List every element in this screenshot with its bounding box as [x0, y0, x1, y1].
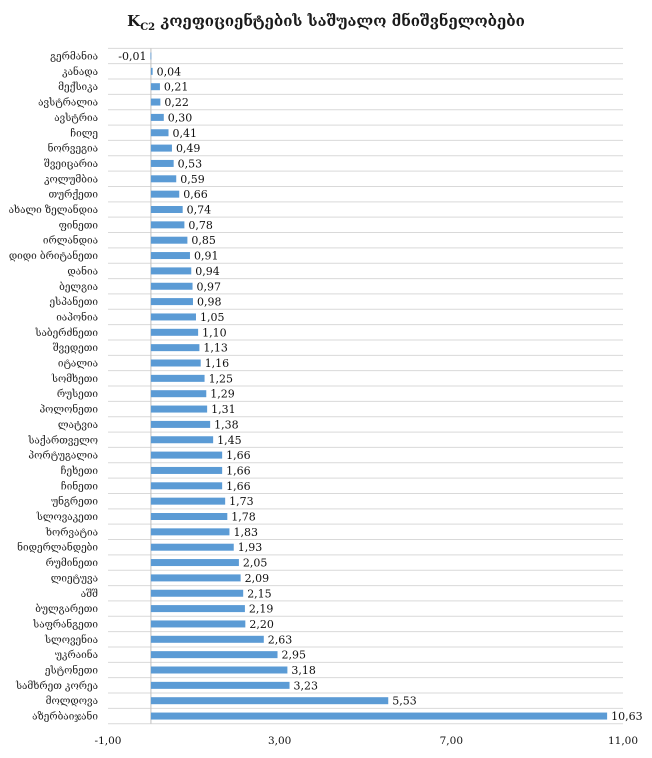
category-label: ესპანეთი: [49, 297, 98, 309]
category-label: უკრაინა: [55, 650, 98, 662]
bar: [151, 605, 245, 612]
bar: [151, 697, 388, 704]
bar: [151, 83, 160, 90]
value-label: 2,20: [249, 617, 274, 631]
category-label: გერმანია: [50, 51, 98, 63]
category-label: უნგრეთი: [51, 496, 98, 508]
bar: [151, 191, 179, 198]
bar: [151, 590, 243, 597]
value-label: 3,18: [291, 664, 316, 677]
value-label: 1,66: [226, 449, 251, 463]
category-label: ავსტრალია: [38, 97, 98, 109]
category-label: სომხეთი: [51, 373, 98, 385]
value-label: 0,97: [196, 280, 222, 294]
value-label: 1,45: [217, 433, 242, 447]
value-label: 2,95: [281, 648, 307, 662]
value-label: 3,23: [293, 679, 319, 693]
bar: [151, 283, 193, 290]
bar: [151, 145, 172, 152]
bar: [151, 267, 191, 274]
bar: [151, 482, 222, 489]
value-label: 0,98: [196, 295, 222, 309]
value-label: 0,59: [180, 172, 205, 186]
value-label: 1,66: [226, 464, 251, 478]
category-label: ბელგია: [59, 281, 98, 293]
value-label: 1,66: [226, 479, 251, 493]
value-label: 0,49: [175, 142, 201, 156]
x-tick-label: -1,00: [94, 735, 122, 747]
value-label: 2,09: [244, 571, 270, 585]
bar: [151, 344, 199, 351]
bar: [151, 406, 207, 413]
value-label: 0,91: [193, 249, 219, 263]
category-label: კანადა: [62, 66, 98, 78]
value-label: 0,94: [195, 264, 220, 278]
value-label: 0,66: [183, 188, 208, 202]
category-label: შვედეთი: [52, 343, 98, 355]
x-tick-label: 7,00: [439, 735, 464, 747]
bar: [151, 129, 169, 136]
bar: [151, 252, 190, 259]
bar: [151, 713, 607, 720]
category-label: ჩინეთი: [60, 481, 98, 493]
bar: [151, 559, 239, 566]
category-label: ირლანდია: [42, 235, 98, 247]
value-label: -0,01: [118, 50, 147, 63]
category-label: ჩეხეთი: [60, 465, 98, 477]
x-tick-label: 3,00: [267, 735, 292, 747]
category-label: აშშ: [80, 588, 98, 600]
value-label: 2,05: [242, 556, 268, 570]
bar: [151, 544, 234, 551]
category-label: დიდი ბრიტანეთი: [8, 251, 98, 263]
category-label: ფინეთი: [58, 220, 98, 232]
category-label: კოლუმბია: [44, 174, 98, 186]
bar: [151, 421, 210, 428]
value-label: 2,63: [267, 633, 293, 647]
value-label: 1,16: [204, 357, 230, 370]
category-label: სლოვაკეთი: [36, 512, 98, 523]
value-label: 10,63: [611, 710, 643, 724]
bar: [151, 298, 193, 305]
bar: [151, 68, 153, 75]
bar: [151, 206, 183, 213]
value-label: 1,78: [231, 510, 256, 524]
bar: [151, 528, 230, 535]
value-label: 1,93: [237, 541, 263, 555]
value-label: 2,15: [247, 587, 272, 601]
category-label: ლატვია: [57, 419, 98, 431]
value-label: 0,41: [172, 126, 198, 140]
category-label: პორტუგალია: [28, 450, 98, 462]
bar: [151, 237, 187, 244]
bar: [151, 498, 225, 505]
bar: [151, 375, 205, 382]
category-label: ხორვატია: [45, 527, 98, 539]
bar: [151, 620, 245, 627]
value-label: 1,05: [199, 310, 225, 324]
bar: [151, 390, 206, 397]
value-label: 1,13: [203, 341, 228, 355]
bar: [151, 221, 184, 228]
bar: [151, 636, 264, 643]
category-label: შვეიცარია: [43, 158, 98, 170]
category-label: რუმინეთი: [45, 558, 98, 570]
value-label: 5,53: [392, 694, 417, 708]
bar: [151, 175, 176, 182]
value-label: 2,19: [248, 602, 274, 616]
category-label: პოლონეთი: [39, 404, 98, 416]
category-label: ლიეტუვა: [50, 573, 98, 585]
bar: [151, 360, 201, 367]
bar: [151, 436, 213, 443]
bar: [151, 313, 196, 320]
value-label: 1,83: [233, 525, 258, 539]
value-label: 0,30: [167, 111, 193, 125]
category-label: სლოვენია: [44, 634, 98, 646]
value-label: 1,29: [210, 387, 235, 401]
category-label: ავსტრია: [54, 112, 98, 124]
value-label: 1,25: [208, 372, 234, 386]
value-label: 1,31: [211, 403, 236, 417]
bar: [151, 329, 198, 336]
category-label: მექსიკა: [58, 82, 98, 94]
chart-title: $K_{C2}$ კოეფიციენტების საშუალო მნიშვნელობები: [127, 12, 525, 33]
category-label: აზერბაიჯანი: [32, 711, 98, 723]
category-label: ნიდერლანდები: [17, 542, 98, 554]
value-label: 0,04: [156, 65, 182, 79]
category-label: ჩილე: [70, 128, 98, 140]
bar: [151, 574, 241, 581]
category-label: რუსეთი: [56, 389, 98, 401]
category-label: საფრანგეთი: [33, 619, 98, 631]
value-label: 1,73: [229, 495, 254, 509]
bar: [151, 467, 222, 474]
value-label: 0,78: [188, 218, 213, 232]
category-label: ესტონეთი: [44, 665, 98, 677]
bar: [151, 160, 174, 167]
category-label: მოლდოვა: [45, 696, 98, 708]
bar: [151, 114, 164, 121]
bar: [151, 99, 160, 106]
category-label: თურქეთი: [48, 189, 98, 201]
value-label: 1,38: [214, 418, 239, 432]
bar: [151, 513, 227, 520]
value-label: 0,53: [177, 157, 203, 171]
value-label: 0,85: [191, 234, 216, 248]
value-label: 1,10: [202, 326, 227, 340]
category-label: საქართველო: [28, 435, 98, 447]
value-label: 0,21: [163, 80, 189, 94]
bar: [151, 667, 287, 674]
bar: [151, 452, 222, 459]
bar: [150, 53, 151, 60]
category-label: საბერძნეთი: [35, 327, 98, 339]
category-label: იტალია: [57, 358, 98, 370]
x-tick-label: 11,00: [607, 735, 639, 747]
value-label: 0,74: [186, 203, 212, 217]
category-label: სამხრეთ კორეა: [15, 680, 98, 692]
bar: [151, 651, 278, 658]
value-label: 0,22: [164, 96, 189, 110]
category-label: იაპონია: [56, 312, 98, 324]
category-label: ბულგარეთი: [35, 604, 98, 616]
category-label: ნორვეგია: [47, 143, 98, 155]
category-label: ახალი ზელანდია: [8, 205, 98, 216]
bar: [151, 682, 290, 689]
category-label: დანია: [67, 266, 98, 278]
